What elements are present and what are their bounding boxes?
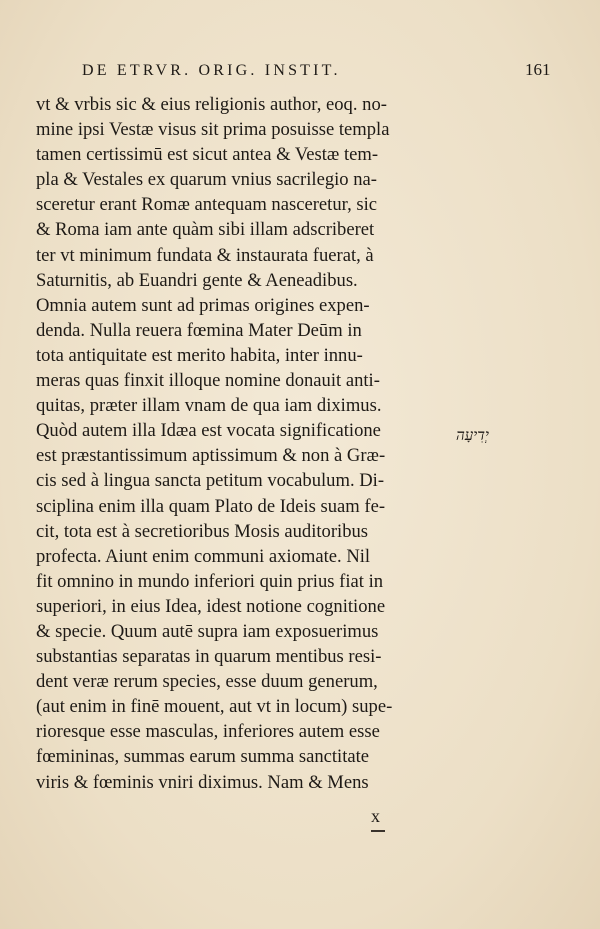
text-line: substantias separatas in quarum mentibus resi- xyxy=(36,646,382,668)
text-line: sceretur erant Romæ antequam nasceretur, sic xyxy=(36,194,378,216)
text-line: superiori, in eius Idea, idest notione cognitione xyxy=(36,595,386,617)
text-line: & specie. Quum autē supra iam exposuerimus xyxy=(36,620,379,642)
text-line: fœmininas, summas earum summa sanctitate xyxy=(36,746,370,768)
text-line: fit omnino in mundo inferiori quin prius fiat in xyxy=(36,570,384,592)
text-line: vt & vrbis sic & eius religionis author, eoq. no- xyxy=(36,94,387,115)
text-line: meras quas finxit illoque nomine donauit anti- xyxy=(36,370,380,392)
body-text xyxy=(36,92,456,795)
hebrew-margin-note: יְדִיעָה xyxy=(456,428,489,444)
text-line: est præstantissimum aptissimum & non à Græ- xyxy=(36,445,386,467)
text-line: (aut enim in finē mouent, aut vt in locum) supe- xyxy=(36,696,393,718)
text-line: ter vt minimum fundata & instaurata fuerat, à xyxy=(36,244,374,266)
text-line: mine ipsi Vestæ visus sit prima posuisse templa xyxy=(36,119,390,141)
running-head: DE ETRVR. ORIG. INSTIT. xyxy=(82,62,341,79)
text-line: Quòd autem illa Idæa est vocata significatione xyxy=(36,420,381,442)
text-line: tota antiquitate est merito habita, inter innu- xyxy=(36,344,363,366)
signature-mark: x xyxy=(371,806,380,826)
text-line: tamen certissimū est sicut antea & Vestæ tem- xyxy=(36,144,379,166)
text-line: Omnia autem sunt ad primas origines expen- xyxy=(36,294,370,316)
page-number: 161 xyxy=(525,60,551,79)
text-line: viris & fœminis vniri diximus. Nam & Mens xyxy=(36,771,369,793)
text-line: sciplina enim illa quam Plato de Ideis suam fe- xyxy=(36,495,386,517)
text-line: cis sed à lingua sancta petitum vocabulum. Di- xyxy=(36,470,385,492)
text-line: profecta. Aiunt enim communi axiomate. Nil xyxy=(36,545,371,567)
text-line: denda. Nulla reuera fœmina Mater Deūm in xyxy=(36,319,362,341)
text-line: dent veræ rerum species, esse duum generum, xyxy=(36,671,378,693)
text-line: rioresque esse masculas, inferiores autem esse xyxy=(36,721,380,743)
signature-rule xyxy=(371,830,385,832)
text-line: cit, tota est à secretioribus Mosis auditoribus xyxy=(36,520,369,542)
text-line: Saturnitis, ab Euandri gente & Aeneadibus. xyxy=(36,269,358,291)
text-line: quitas, præter illam vnam de qua iam diximus. xyxy=(36,395,382,417)
text-line: & Roma iam ante quàm sibi illam adscriberet xyxy=(36,219,375,241)
text-line: pla & Vestales ex quarum vnius sacrilegio na- xyxy=(36,169,377,191)
